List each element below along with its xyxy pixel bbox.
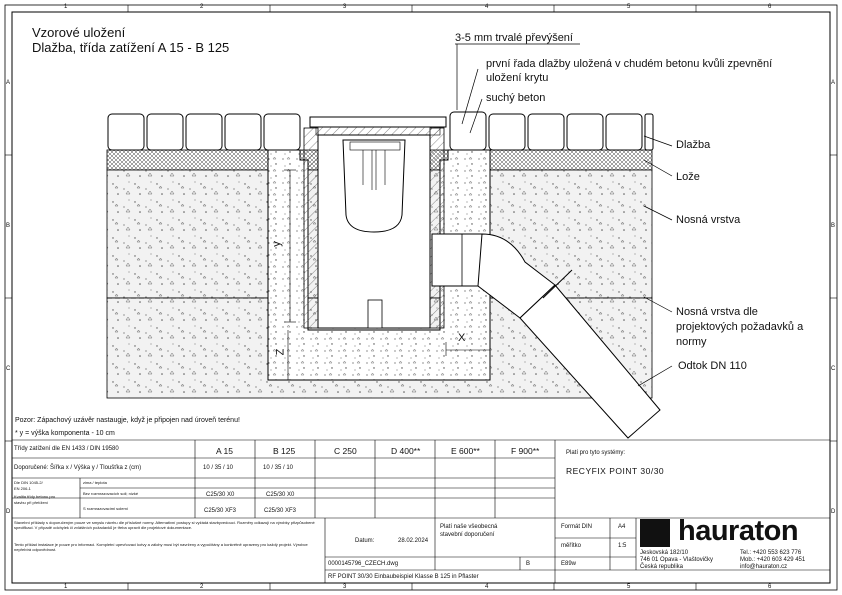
dim-y: y [270,241,283,247]
row-letter: C [831,366,836,372]
applies-line-2: stavební doporučení [440,532,495,538]
row-letter: D [6,509,11,515]
project-base-label: Nosná vrstva dle [676,306,758,318]
email[interactable]: info@hauraton.cz [740,564,788,570]
concrete-quality-2: stavbu při přetížení [14,500,49,505]
concrete-b125-2: C25/30 XF3 [264,508,297,514]
format-label: Formát DIN [561,524,593,530]
concrete-a15-1: C25/30 X0 [206,492,235,498]
valid-for-label: Platí pro tyto systémy: [566,450,626,456]
applies-line-1: Platí naše všeobecná [440,524,498,530]
hauraton-mark-icon [640,519,670,547]
col-number: 5 [627,584,631,590]
project-base-label-2: projektových požadavků a [676,321,804,333]
dry-concrete-label: suchý beton [486,92,546,104]
table-row-head: Třídy zatížení dle EN 1433 / DIN 19580 [14,446,119,452]
scale-value: 1:5 [618,543,627,549]
disclaimer-2: Tento příklad instalace je pouze pro informaci. Kompletní upevňovací kotvy a zálohy musí být navrženy a vypočítány a konkrétně upraveny pro každý projekt. Výrobce nepřebírá odpovědnost. [14,542,308,552]
col-number: 6 [768,584,772,590]
sub-row-1: zima / teplota [83,480,107,485]
drawing-subtitle: Dlažba, třída zatížení A 15 - B 125 [32,40,230,55]
odour-trap [343,140,405,232]
sheet-id: E89w [561,561,577,567]
address-line-3: Česká republika [640,564,684,570]
col-number: 4 [485,4,489,10]
y-note: * y = výška komponenta - 10 cm [15,430,115,437]
drawing-title: Vzorové uložení [32,25,126,40]
row-letter: B [831,223,836,229]
base-layer-label: Nosná vrstva [676,214,741,226]
dim-value-a15: 10 / 35 / 10 [203,465,234,471]
date-value: 28.02.2024 [398,538,429,544]
revision: B [526,561,531,567]
col-number: 3 [343,4,347,10]
class-b125: B 125 [273,446,296,456]
class-f900: F 900** [511,446,540,456]
bed-label: Lože [676,171,700,183]
class-a15: A 15 [216,446,234,456]
concrete-b125-1: C25/30 X0 [266,492,295,498]
warning-note: Pozor: Zápachový uzávěr nastaugje, když je připojen nad úroveň terénu! [15,417,240,424]
dim-x: X [458,332,466,344]
format-value: A4 [618,524,626,530]
class-c250: C 250 [334,446,357,456]
concrete-quality-1: Kvalita třídy betonu pro [14,494,56,499]
disclaimer: Stavební příklady s doporučeným pouze ve smyslu návrhu dle příslušné normy. Alternativní postupy si vyžádá stavbyvedoucí. Rozměry odkazují na výrobky přizpůsobené specifikaci. V případě odchylek či zvláštních požadavků je třeba upravit dle projektové dokumentace. [14,520,315,530]
phone: Tel.: +420 553 623 776 [740,550,802,556]
dim-row-label: Doporučené: Šířka x / Výška y / Tloušťka z (cm) [14,465,142,471]
mobile: Mob.: +420 603 429 451 [740,557,806,563]
col-number: 1 [64,584,68,590]
brand-name: hauraton [678,515,799,547]
drawing-caption: RF POINT 30/30 Einbaubeispiel Klasse B 125 in Pflaster [328,574,479,580]
sub-row-3: S rozmrazovacími solemi [83,506,128,511]
system-name: RECYFIX POINT 30/30 [566,466,665,476]
row-letter: A [6,80,11,86]
col-number: 2 [200,4,204,10]
row-letter: B [6,223,11,229]
class-d400: D 400** [391,446,421,456]
first-row-label-2: uložení krytu [486,72,549,84]
concrete-a15-2: C25/30 XF3 [204,508,237,514]
col-number: 2 [200,584,204,590]
overheight-label: 3-5 mm trvalé převýšení [455,32,573,44]
col-number: 4 [485,584,489,590]
dim-value-b125: 10 / 35 / 10 [263,465,294,471]
row-letter: D [831,509,836,515]
scale-label: měřítko [561,543,582,549]
first-row-label: první řada dlažby uložená v chudém betonu kvůli zpevnění [486,58,773,70]
col-number: 3 [343,584,347,590]
col-number: 1 [64,4,68,10]
col-number: 6 [768,4,772,10]
col-number: 5 [627,4,631,10]
hauraton-logo [640,517,810,551]
paving-label: Dlažba [676,139,711,151]
row-letter: A [831,80,836,86]
date-label: Datum: [355,538,375,544]
address-line-1: Jeskovská 182/10 [640,550,689,556]
row-letter: C [6,366,11,372]
project-base-label-3: normy [676,336,707,348]
file-name: 0000145796_CZECH.dwg [328,561,399,567]
concrete-norm-1: Dle DIN 1045-2/ [14,480,43,485]
class-e600: E 600** [451,446,480,456]
concrete-norm-2: EN 206-1 [14,486,31,491]
sub-row-2: Bez rozmrazovacích soli; nízké [83,491,139,496]
dim-z: Z [274,348,287,356]
address-line-2: 746 01 Opava - Vlaštovičky [640,557,714,563]
outlet-label: Odtok DN 110 [678,360,747,372]
